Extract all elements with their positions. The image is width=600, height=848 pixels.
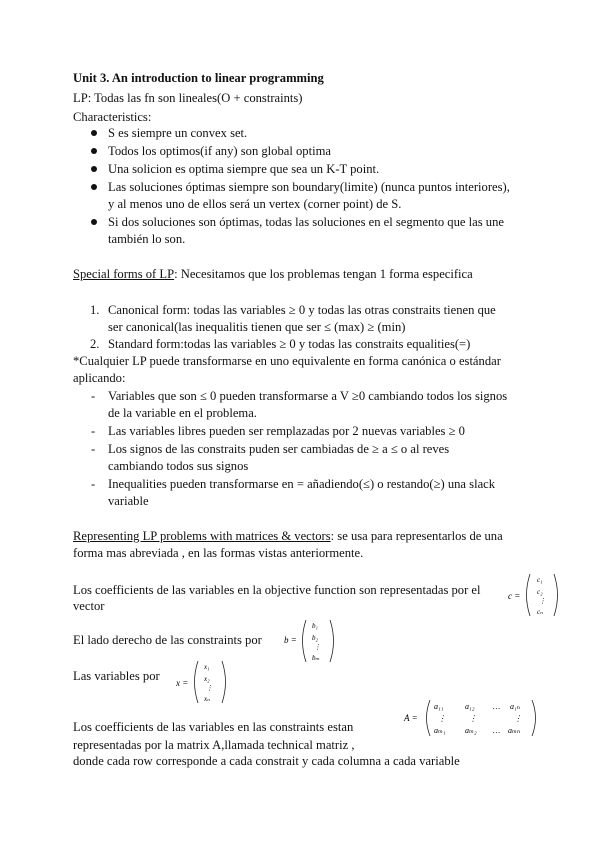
matrix-entry: ⋮ [514,714,522,723]
vector-entry: c₂ [537,588,543,596]
bullet-icon [91,219,97,225]
list-item: Canonical form: todas las variables ≥ 0 y todas las otras constraits tienen que [108,303,496,317]
text-line: representadas por la matrix A,llamada technical matriz , [73,738,355,752]
list-item: Inequalities pueden transformarse en = añadiendo(≤) o restando(≥) una slack [108,477,496,491]
right-paren-icon [330,620,334,662]
matrix-entry: ⋮ [469,714,477,723]
special-forms-link: Special forms of LP [73,267,175,281]
matrix-entry: a₁₂ [465,702,475,711]
text-line: El lado derecho de las constraints por [73,633,262,647]
list-item: ser canonical(las inequalitis tienen que ser ≤ (max) ≥ (min) [108,320,406,334]
vector-entry: x₁ [204,663,210,671]
matrix-entry: aₘ₂ [465,726,477,735]
list-item: Una solicion es optima siempre que sea un K-T point. [108,162,380,176]
list-item: Si dos soluciones son óptimas, todas las soluciones en el segmento que las une [108,215,504,229]
list-item: y al menos uno de ellos será un vertex (corner point) de S. [108,197,402,211]
left-paren-icon [427,700,431,736]
matrix-entry: aₘₙ [508,726,521,735]
list-item: S es siempre un convex set. [108,126,248,140]
text-line: Los coefficients de las variables en las constraints estan [73,720,354,734]
matrix-entry: a₁₁ [434,702,444,711]
vector-entry: c₁ [537,576,543,584]
vector-entry: ⋮ [314,643,321,651]
matrix-entry: ⋮ [438,714,446,723]
vector-c-label: c = [508,591,521,601]
page-title: Unit 3. An introduction to linear programming [73,71,324,85]
list-item: Variables que son ≤ 0 pueden transformarse a V ≥0 cambiando todos los signos [108,389,508,403]
list-item: Los signos de las constraits puden ser cambiadas de ≥ a ≤ o al reves [108,442,450,456]
left-paren-icon [195,661,199,703]
matrix-entry: a₁ₙ [510,702,521,711]
list-item: Las soluciones óptimas siempre son boundary(limite) (nunca puntos interiores), [108,180,510,194]
vector-x-label: x = [176,678,189,688]
right-paren-icon [532,700,536,736]
bullet-icon [91,166,97,172]
matrix-a-formula [402,697,542,739]
vector-entry: b₂ [312,634,318,642]
right-paren-icon [554,574,558,616]
vector-entry: bₘ [312,654,320,662]
text-line: forma mas abreviada , en las formas vistas anteriormente. [73,546,364,560]
text-line: vector [73,599,105,613]
vector-entry: cₙ [537,608,543,616]
vector-b-label: b = [284,635,297,645]
matrices-link: Representing LP problems with matrices & vectors [73,529,331,543]
dash-icon: - [91,389,96,403]
special-forms-heading [73,266,473,283]
vector-entry: x₂ [204,675,210,683]
list-number: 1. [90,303,100,317]
matrix-a-label: A = [404,713,418,723]
list-item: Standard form:todas las variables ≥ 0 y todas las constraits equalities(=) [108,337,471,351]
dash-icon: - [91,442,96,456]
vector-c-formula [506,570,566,620]
list-item: de la variable en el problema. [108,406,257,420]
left-paren-icon [527,574,531,616]
list-item: Todos los optimos(if any) son global optima [108,144,331,158]
vector-entry: b₁ [312,622,318,630]
special-forms-description: : Necesitamos que los problemas tengan 1 forma especifica [174,267,473,281]
dash-icon: - [91,477,96,491]
text-line: Los coefficients de las variables en la objective function son representadas por el [73,583,481,597]
vector-entry: ⋮ [206,684,213,692]
vector-x-formula [174,657,234,707]
text-line: donde cada row corresponde a cada constrait y cada columna a cada variable [73,754,460,768]
matrix-entry: … [493,702,501,711]
intro-line: LP: Todas las fn son lineales(O + constraints) [73,91,303,105]
list-item: Las variables libres pueden ser remplazadas por 2 nuevas variables ≥ 0 [108,424,465,438]
dash-icon: - [91,424,96,438]
list-number: 2. [90,337,100,351]
vector-b-formula [282,616,342,666]
note-line: aplicando: [73,371,126,385]
right-paren-icon [222,661,226,703]
bullet-icon [91,184,97,190]
left-paren-icon [303,620,307,662]
matrices-description: : se usa para representarlos de una [330,529,503,543]
list-item: variable [108,494,149,508]
vector-entry: ⋮ [539,597,546,605]
list-item: también lo son. [108,232,186,246]
matrix-entry: … [493,726,501,735]
matrix-entry: aₘ₁ [434,726,446,735]
list-item: cambiando todos sus signos [108,459,249,473]
text-line: Las variables por [73,669,160,683]
matrices-heading [73,528,503,545]
vector-entry: xₙ [204,695,210,703]
bullet-icon [91,130,97,136]
note-line: *Cualquier LP puede transformarse en uno equivalente en forma canónica o estándar [73,354,501,368]
intro-line: Characteristics: [73,110,152,124]
bullet-icon [91,148,97,154]
